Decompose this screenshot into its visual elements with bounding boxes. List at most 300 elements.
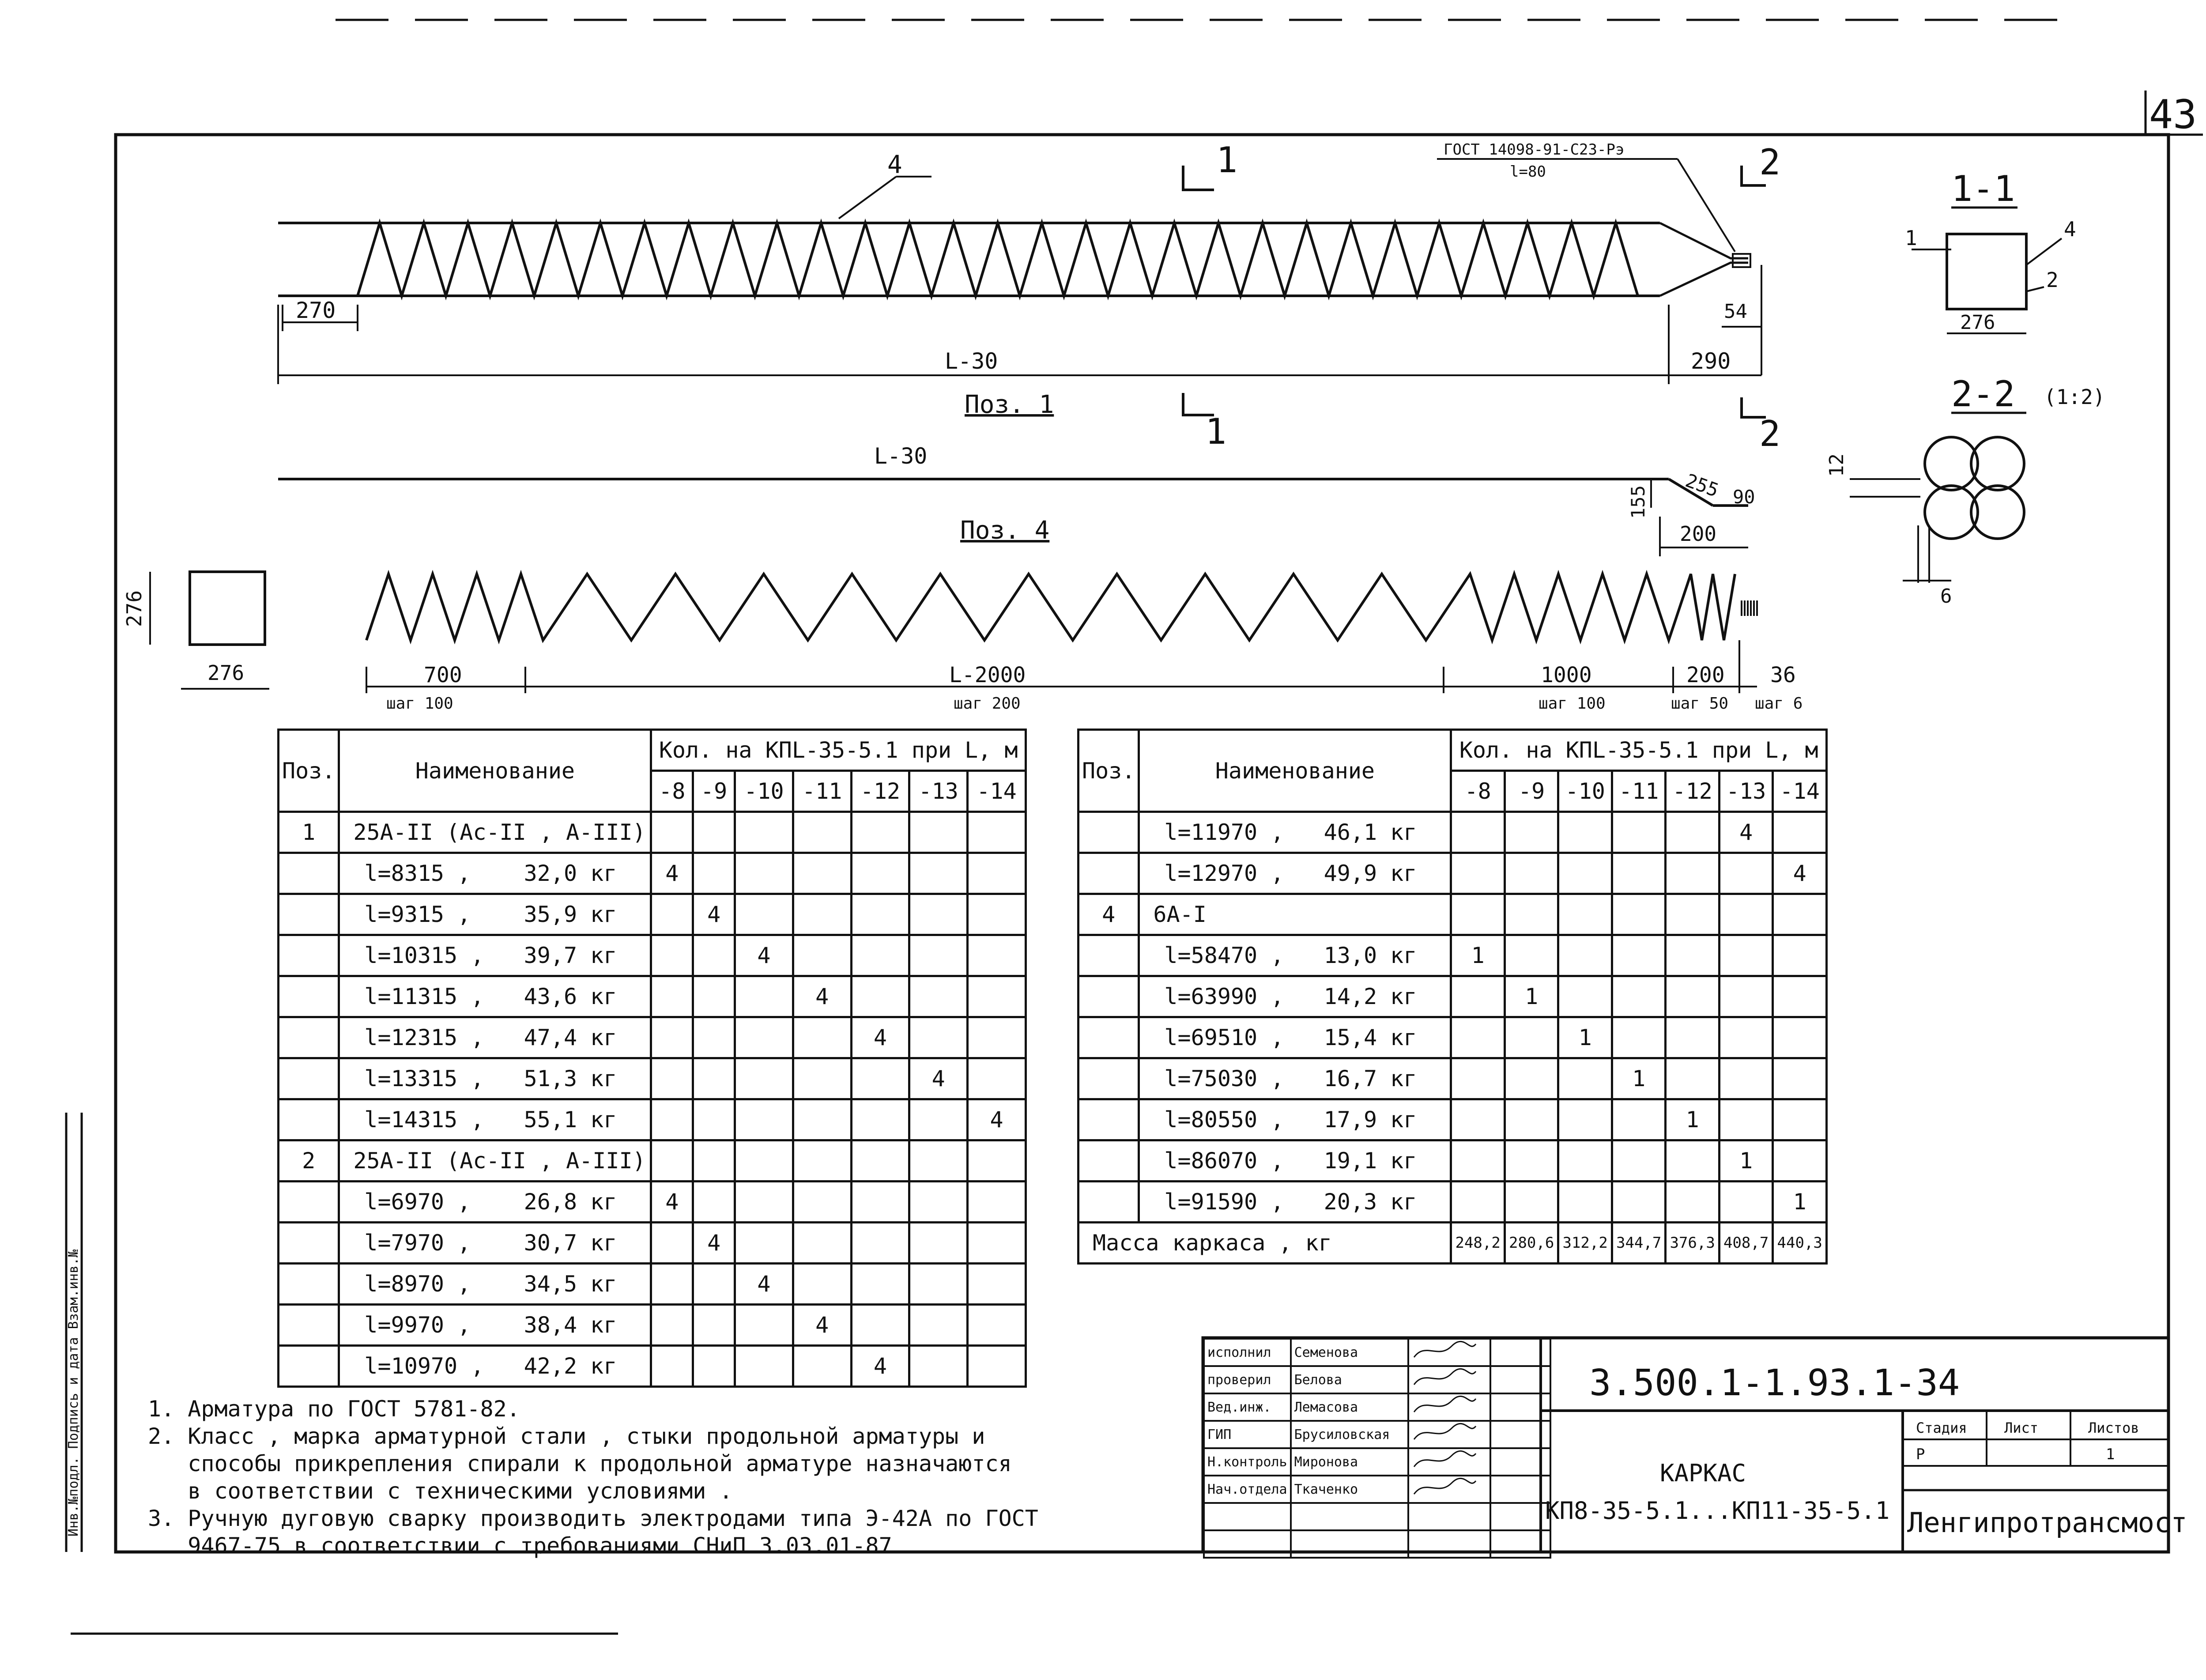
- signature-row: [1204, 1393, 1550, 1421]
- mass-cell: 248,2: [1451, 1223, 1505, 1264]
- qty-cell: [851, 894, 909, 935]
- qty-cell: [693, 1140, 735, 1182]
- qty-cell: 4: [1719, 812, 1773, 853]
- mass-cell: 344,7: [1612, 1223, 1666, 1264]
- table-row: [1078, 812, 1827, 853]
- empty-cell: [1204, 1530, 1291, 1558]
- signature-row: [1204, 1476, 1550, 1503]
- qty-cell: [968, 1223, 1026, 1264]
- dim-54: 54: [1724, 300, 1747, 323]
- section2-mark-top: 2: [1759, 142, 1781, 183]
- name-cell: 6А-I: [1139, 894, 1451, 935]
- qty-cell: [1558, 1058, 1612, 1099]
- qty-cell: [793, 1058, 851, 1099]
- mass-label: Масса каркаса , кг: [1078, 1223, 1451, 1264]
- qty-cell: [1505, 1182, 1558, 1223]
- table-row: [279, 853, 1026, 894]
- name-cell: l=13315 , 51,3 кг: [339, 1058, 651, 1099]
- signature-row: [1204, 1339, 1550, 1366]
- qty-cell: [851, 1264, 909, 1305]
- table-row: [279, 1223, 1026, 1264]
- table-row: [1078, 976, 1827, 1017]
- qty-cell: [1773, 976, 1827, 1017]
- section-1-1-title: 1-1: [1951, 168, 2015, 209]
- table-row: [1078, 1017, 1827, 1058]
- qty-cell: [693, 976, 735, 1017]
- qty-cell: [909, 1182, 968, 1223]
- dim-90: 90: [1733, 486, 1755, 508]
- step-6: шаг 6: [1755, 695, 1803, 713]
- qty-cell: [735, 1017, 793, 1058]
- empty-cell: [1490, 1503, 1550, 1530]
- table-row: [279, 1017, 1026, 1058]
- qty-cell: [1666, 976, 1720, 1017]
- sheets-value: 1: [2106, 1446, 2115, 1463]
- step-50: шаг 50: [1671, 695, 1729, 713]
- signature-date: [1490, 1421, 1550, 1448]
- pos-cell: [279, 935, 339, 976]
- sheet-header: Лист: [2004, 1420, 2039, 1436]
- qty-cell: 1: [1773, 1182, 1827, 1223]
- dim-255: 255: [1682, 469, 1722, 502]
- name-cell: l=75030 , 16,7 кг: [1139, 1058, 1451, 1099]
- qty-cell: [1773, 1058, 1827, 1099]
- general-notes: [148, 1395, 1038, 1559]
- section-1-1-label-4: 4: [2064, 217, 2076, 241]
- qty-cell: [1773, 812, 1827, 853]
- organization: Ленгипротрансмост: [1907, 1506, 2187, 1539]
- pos-cell: [279, 1017, 339, 1058]
- section-2-2-dim-12: 12: [1825, 453, 1848, 477]
- qty-cell: [851, 1305, 909, 1346]
- qty-cell: [909, 976, 968, 1017]
- qty-cell: [1666, 1182, 1720, 1223]
- section-1-1-dim: 276: [1960, 311, 1995, 334]
- qty-cell: [1612, 853, 1666, 894]
- pos-cell: [1078, 1099, 1139, 1140]
- qty-cell: [793, 1182, 851, 1223]
- signature-role: Нач.отдела: [1204, 1476, 1291, 1503]
- qty-cell: [1773, 935, 1827, 976]
- pos-cell: [1078, 812, 1139, 853]
- pos1-view: [278, 140, 1780, 454]
- empty-cell: [1204, 1503, 1291, 1530]
- signature-row-empty: [1204, 1503, 1550, 1530]
- qty-cell: [693, 853, 735, 894]
- qty-col-header: -14: [968, 771, 1026, 812]
- qty-cell: [1612, 1140, 1666, 1182]
- qty-cell: [1773, 894, 1827, 935]
- note-line: способы прикрепления спирали к продольной арматуре назначаются: [148, 1451, 1012, 1476]
- name-cell: l=91590 , 20,3 кг: [1139, 1182, 1451, 1223]
- section1-mark-bottom: 1: [1205, 411, 1227, 452]
- signature-date: [1490, 1476, 1550, 1503]
- qty-cell: [968, 1182, 1026, 1223]
- step-100-start: шаг 100: [386, 695, 453, 713]
- qty-cell: 4: [909, 1058, 968, 1099]
- col-pos-header: Поз.: [1078, 730, 1139, 812]
- table-row: [279, 1305, 1026, 1346]
- qty-cell: [793, 1264, 851, 1305]
- section2-mark-bottom: 2: [1759, 413, 1781, 454]
- qty-col-header: -10: [1558, 771, 1612, 812]
- empty-cell: [1291, 1530, 1408, 1558]
- qty-cell: 4: [735, 1264, 793, 1305]
- qty-cell: 4: [735, 935, 793, 976]
- table-row: [1078, 1058, 1827, 1099]
- qty-cell: [909, 935, 968, 976]
- signature-role: ГИП: [1204, 1421, 1291, 1448]
- qty-cell: [1719, 853, 1773, 894]
- signature-name: Белова: [1291, 1366, 1408, 1393]
- qty-cell: [968, 1305, 1026, 1346]
- qty-cell: [1666, 935, 1720, 976]
- qty-cell: 4: [693, 1223, 735, 1264]
- section-2-2-title: 2-2: [1951, 374, 2015, 415]
- qty-cell: [693, 1058, 735, 1099]
- qty-cell: 1: [1612, 1058, 1666, 1099]
- qty-cell: [1451, 1140, 1505, 1182]
- qty-cell: [851, 1223, 909, 1264]
- qty-cell: [793, 1099, 851, 1140]
- qty-col-header: -8: [651, 771, 693, 812]
- name-cell: l=63990 , 14,2 кг: [1139, 976, 1451, 1017]
- qty-cell: [1612, 935, 1666, 976]
- table-row: [1078, 894, 1827, 935]
- qty-col-header: -13: [1719, 771, 1773, 812]
- qty-cell: [1612, 894, 1666, 935]
- table-row: [279, 1099, 1026, 1140]
- pos-cell: [279, 1099, 339, 1140]
- table-row: [279, 894, 1026, 935]
- qty-cell: [909, 1017, 968, 1058]
- signature-name: Лемасова: [1291, 1393, 1408, 1421]
- qty-cell: [1505, 812, 1558, 853]
- pos1-spiral: [358, 223, 1638, 296]
- qty-cell: [693, 935, 735, 976]
- signature-name: Брусиловская: [1291, 1421, 1408, 1448]
- pos-cell: [279, 1346, 339, 1387]
- qty-cell: [651, 812, 693, 853]
- qty-cell: 4: [793, 976, 851, 1017]
- name-cell: l=69510 , 15,4 кг: [1139, 1017, 1451, 1058]
- signature-role: Вед.инж.: [1204, 1393, 1291, 1421]
- qty-cell: [1612, 976, 1666, 1017]
- step-100-end: шаг 100: [1539, 695, 1606, 713]
- qty-cell: [968, 1017, 1026, 1058]
- empty-cell: [1490, 1530, 1550, 1558]
- pos-cell: 4: [1078, 894, 1139, 935]
- dim-276-h: 276: [207, 661, 245, 685]
- pos-cell: [1078, 935, 1139, 976]
- name-cell: l=12315 , 47,4 кг: [339, 1017, 651, 1058]
- qty-cell: [968, 812, 1026, 853]
- stage-value: Р: [1916, 1446, 1925, 1463]
- drawing-title-1: КАРКАС: [1660, 1459, 1746, 1487]
- qty-cell: [651, 1099, 693, 1140]
- qty-cell: [793, 853, 851, 894]
- qty-cell: [693, 1017, 735, 1058]
- name-cell: l=10315 , 39,7 кг: [339, 935, 651, 976]
- qty-col-header: -10: [735, 771, 793, 812]
- pos4-label: Поз. 4: [960, 516, 1050, 545]
- drawing-code: 3.500.1-1.93.1-34: [1589, 1362, 1960, 1404]
- table-row: [279, 812, 1026, 853]
- qty-cell: [1451, 1058, 1505, 1099]
- name-cell: l=11970 , 46,1 кг: [1139, 812, 1451, 853]
- name-cell: l=8970 , 34,5 кг: [339, 1264, 651, 1305]
- qty-cell: [693, 1099, 735, 1140]
- table-row: [1078, 853, 1827, 894]
- qty-col-header: -14: [1773, 771, 1827, 812]
- qty-cell: [1451, 853, 1505, 894]
- name-cell: 25А-II (Ас-II , А-III): [339, 812, 651, 853]
- qty-cell: [651, 1264, 693, 1305]
- qty-cell: [851, 1058, 909, 1099]
- pos-cell: [279, 1223, 339, 1264]
- note-line: 3. Ручную дуговую сварку производить электродами типа Э-42А по ГОСТ: [148, 1506, 1038, 1531]
- name-cell: l=80550 , 17,9 кг: [1139, 1099, 1451, 1140]
- qty-cell: 4: [1773, 853, 1827, 894]
- qty-cell: 4: [651, 853, 693, 894]
- dim-200-pitch: 200: [1686, 663, 1725, 687]
- qty-col-header: -11: [793, 771, 851, 812]
- pos-cell: [279, 853, 339, 894]
- qty-cell: [793, 812, 851, 853]
- qty-cell: [793, 1346, 851, 1387]
- qty-cell: [793, 1223, 851, 1264]
- dim-700: 700: [424, 663, 462, 687]
- qty-cell: [793, 935, 851, 976]
- dim-155: 155: [1627, 485, 1649, 519]
- qty-cell: [1451, 976, 1505, 1017]
- qty-cell: [851, 1182, 909, 1223]
- qty-cell: [909, 1264, 968, 1305]
- qty-cell: [1558, 935, 1612, 976]
- qty-cell: [1505, 935, 1558, 976]
- qty-cell: [1505, 1058, 1558, 1099]
- pos4-spiral: [366, 574, 1735, 640]
- qty-cell: [909, 894, 968, 935]
- qty-cell: [1451, 812, 1505, 853]
- qty-cell: [968, 935, 1026, 976]
- qty-cell: [968, 1058, 1026, 1099]
- table-row: [279, 1140, 1026, 1182]
- table-row: [279, 1264, 1026, 1305]
- name-cell: l=9970 , 38,4 кг: [339, 1305, 651, 1346]
- section-2-2-dim-6: 6: [1940, 585, 1952, 608]
- qty-cell: [1451, 894, 1505, 935]
- dim-200-bend: 200: [1680, 522, 1717, 546]
- qty-cell: [909, 1305, 968, 1346]
- empty-cell: [1408, 1503, 1490, 1530]
- qty-cell: [1451, 1017, 1505, 1058]
- signature-date: [1490, 1393, 1550, 1421]
- qty-cell: [1666, 1017, 1720, 1058]
- qty-cell: 4: [851, 1017, 909, 1058]
- section-1-1-label-1: 1: [1905, 226, 1917, 250]
- qty-cell: [968, 894, 1026, 935]
- qty-cell: [968, 1140, 1026, 1182]
- signature-row: [1204, 1366, 1550, 1393]
- qty-cell: [651, 1346, 693, 1387]
- signature-mark: [1408, 1448, 1490, 1476]
- qty-cell: [735, 812, 793, 853]
- qty-cell: [1719, 976, 1773, 1017]
- name-cell: l=86070 , 19,1 кг: [1139, 1140, 1451, 1182]
- pos4-view: [122, 516, 1803, 713]
- qty-cell: 1: [1505, 976, 1558, 1017]
- qty-cell: [851, 935, 909, 976]
- dim-1000: 1000: [1541, 663, 1592, 687]
- qty-cell: [968, 853, 1026, 894]
- qty-cell: 1: [1666, 1099, 1720, 1140]
- dim-290: 290: [1691, 348, 1731, 374]
- signature-mark: [1408, 1366, 1490, 1393]
- dim-276-v: 276: [122, 590, 146, 627]
- drawing-title-2: КП8-35-5.1...КП11-35-5.1: [1545, 1497, 1890, 1525]
- name-cell: l=6970 , 26,8 кг: [339, 1182, 651, 1223]
- pos-cell: [1078, 976, 1139, 1017]
- pos-cell: [1078, 853, 1139, 894]
- table-row: [279, 1346, 1026, 1387]
- table-row: [1078, 1140, 1827, 1182]
- qty-cell: [651, 894, 693, 935]
- qty-col-header: -9: [1505, 771, 1558, 812]
- qty-cell: 4: [851, 1346, 909, 1387]
- dim-36: 36: [1770, 663, 1796, 687]
- qty-cell: [793, 1140, 851, 1182]
- signature-mark: [1408, 1476, 1490, 1503]
- qty-cell: [1666, 1058, 1720, 1099]
- qty-cell: [968, 1346, 1026, 1387]
- qty-cell: [1719, 894, 1773, 935]
- name-cell: l=12970 , 49,9 кг: [1139, 853, 1451, 894]
- qty-col-header: -8: [1451, 771, 1505, 812]
- col-qty-header: Кол. на КПL-35-5.1 при L, м: [651, 730, 1026, 771]
- table-row: [1078, 1099, 1827, 1140]
- stage-header: Стадия: [1916, 1420, 1967, 1436]
- qty-cell: [735, 1058, 793, 1099]
- step-200: шаг 200: [954, 695, 1021, 713]
- note-line: 2. Класс , марка арматурной стали , стыки продольной арматуры и: [148, 1423, 985, 1449]
- dim-L30-pos2: L-30: [874, 443, 928, 469]
- qty-cell: [1505, 1140, 1558, 1182]
- name-cell: l=11315 , 43,6 кг: [339, 976, 651, 1017]
- dim-270: 270: [296, 298, 336, 323]
- qty-cell: [1719, 1058, 1773, 1099]
- table-row: [1078, 935, 1827, 976]
- qty-cell: [851, 1140, 909, 1182]
- qty-cell: [651, 1017, 693, 1058]
- dim-L30-pos1: L-30: [945, 348, 998, 374]
- qty-cell: [1773, 1140, 1827, 1182]
- side-stamp: Инв.№подл. Подпись и дата Взам.инв.№: [66, 1249, 81, 1537]
- qty-cell: [909, 1140, 968, 1182]
- qty-cell: [1558, 853, 1612, 894]
- name-cell: l=14315 , 55,1 кг: [339, 1099, 651, 1140]
- pos4-square-section: [190, 572, 265, 645]
- qty-cell: [735, 1223, 793, 1264]
- signature-role: Н.контроль: [1204, 1448, 1291, 1476]
- note-line: 9467-75 в соответствии с требованиями СНиП 3.03.01-87: [148, 1533, 892, 1559]
- name-cell: l=8315 , 32,0 кг: [339, 853, 651, 894]
- note-line: 1. Арматура по ГОСТ 5781-82.: [148, 1396, 520, 1422]
- section-2-2-scale: (1:2): [2044, 385, 2105, 409]
- qty-cell: [1719, 1099, 1773, 1140]
- signature-row: [1204, 1421, 1550, 1448]
- signature-role: исполнил: [1204, 1339, 1291, 1366]
- qty-cell: [1666, 894, 1720, 935]
- signature-mark: [1408, 1421, 1490, 1448]
- signature-mark: [1408, 1393, 1490, 1421]
- qty-cell: [693, 1264, 735, 1305]
- qty-cell: [735, 1346, 793, 1387]
- pos-cell: [279, 894, 339, 935]
- signature-name: Семенова: [1291, 1339, 1408, 1366]
- qty-cell: [735, 853, 793, 894]
- qty-cell: [1612, 1182, 1666, 1223]
- qty-cell: [735, 1182, 793, 1223]
- pos-cell: 2: [279, 1140, 339, 1182]
- pos-cell: [279, 1305, 339, 1346]
- qty-cell: 4: [968, 1099, 1026, 1140]
- qty-cell: [1558, 976, 1612, 1017]
- qty-cell: [1666, 853, 1720, 894]
- qty-cell: [1558, 894, 1612, 935]
- table-row: [279, 1058, 1026, 1099]
- pos-cell: [1078, 1017, 1139, 1058]
- signature-row-empty: [1204, 1530, 1550, 1558]
- pos-cell: [1078, 1058, 1139, 1099]
- qty-cell: 1: [1719, 1140, 1773, 1182]
- pos-cell: [279, 1058, 339, 1099]
- signature-table: [1203, 1338, 1551, 1559]
- pos-cell: [279, 976, 339, 1017]
- qty-cell: [1773, 1017, 1827, 1058]
- pos-cell: [1078, 1182, 1139, 1223]
- qty-cell: [735, 894, 793, 935]
- qty-cell: [968, 976, 1026, 1017]
- qty-cell: [1719, 935, 1773, 976]
- qty-cell: [851, 812, 909, 853]
- qty-cell: [1612, 812, 1666, 853]
- sheets-header: Листов: [2088, 1420, 2139, 1436]
- qty-cell: [651, 1140, 693, 1182]
- qty-cell: [909, 1346, 968, 1387]
- qty-cell: [1451, 1099, 1505, 1140]
- qty-cell: [851, 1099, 909, 1140]
- table-row: [279, 1182, 1026, 1223]
- qty-cell: [693, 812, 735, 853]
- signature-mark: [1408, 1339, 1490, 1366]
- qty-cell: 4: [651, 1182, 693, 1223]
- qty-cell: 4: [693, 894, 735, 935]
- qty-cell: [735, 976, 793, 1017]
- qty-cell: [1451, 1182, 1505, 1223]
- name-cell: l=7970 , 30,7 кг: [339, 1223, 651, 1264]
- qty-cell: [735, 1140, 793, 1182]
- qty-col-header: -9: [693, 771, 735, 812]
- note-line: в соответствии с техническими условиями .: [148, 1478, 733, 1504]
- pos-cell: 1: [279, 812, 339, 853]
- section1-mark-top: 1: [1216, 140, 1238, 181]
- qty-cell: [1558, 1182, 1612, 1223]
- table-row: [279, 976, 1026, 1017]
- pos-cell: [1078, 1140, 1139, 1182]
- section-1-1-label-2: 2: [2046, 268, 2059, 292]
- qty-cell: [793, 1017, 851, 1058]
